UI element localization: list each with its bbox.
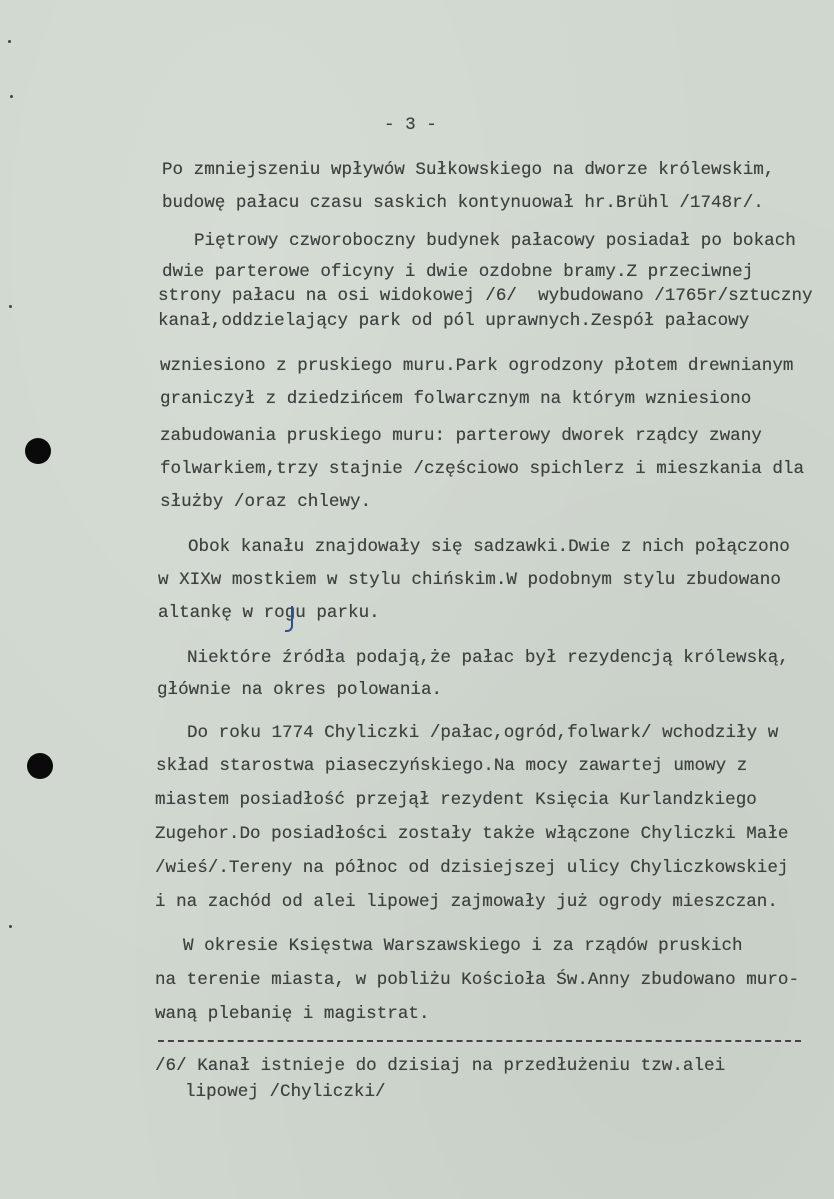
text-line: i na zachód od alei lipowej zajmowały już ogrody mieszczan.: [155, 892, 778, 912]
text-line: Obok kanału znajdowały się sadzawki.Dwie z nich połączono: [188, 537, 790, 557]
text-line: Po zmniejszeniu wpływów Sułkowskiego na dworze królewskim,: [162, 160, 775, 180]
paper-speck: [9, 925, 12, 928]
text-line: budowę pałacu czasu saskich kontynuował hr.Brühl /1748r/.: [162, 193, 764, 213]
text-line: graniczył z dziedzińcem folwarcznym na którym wzniesiono: [160, 389, 752, 409]
text-line: w XIXw mostkiem w stylu chińskim.W podobnym stylu zbudowano: [158, 570, 781, 590]
paper-speck: [8, 40, 11, 43]
text-line: Zugehor.Do posiadłości zostały także włączone Chyliczki Małe: [155, 824, 789, 844]
text-line: altankę w rogu parku.: [158, 603, 380, 623]
text-line: Do roku 1774 Chyliczki /pałac,ogród,folwark/ wchodziły w: [187, 723, 779, 743]
text-line: Niektóre źródła podają,że pałac był rezydencją królewską,: [187, 648, 789, 668]
text-line: na terenie miasta, w pobliżu Kościoła Św.Anny zbudowano muro-: [155, 970, 800, 990]
text-line: W okresie Księstwa Warszawskiego i za rządów pruskich: [183, 936, 743, 956]
handwritten-correction: [285, 606, 293, 632]
text-line: wzniesiono z pruskiego muru.Park ogrodzony płotem drewnianym: [160, 356, 794, 376]
text-line: miastem posiadłość przejął rezydent Księcia Kurlandzkiego: [155, 790, 757, 810]
punch-hole: [25, 438, 51, 464]
footnote-separator: [158, 1040, 801, 1042]
text-line: służby /oraz chlewy.: [160, 492, 372, 512]
footnote-line: /6/ Kanał istnieje do dzisiaj na przedłużeniu tzw.alei: [155, 1056, 726, 1076]
text-line: folwarkiem,trzy stajnie /częściowo spichlerz i mieszkania dla: [160, 459, 805, 479]
page-number: - 3 -: [384, 115, 437, 135]
paper-speck: [10, 95, 13, 98]
text-line: Piętrowy czworoboczny budynek pałacowy posiadał po bokach: [194, 231, 796, 251]
text-line: kanał,oddzielający park od pól uprawnych.Zespół pałacowy: [158, 311, 750, 331]
text-line: waną plebanię i magistrat.: [155, 1004, 430, 1024]
text-line: zabudowania pruskiego muru: parterowy dworek rządcy zwany: [160, 426, 762, 446]
text-line: /wieś/.Tereny na północ od dzisiejszej ulicy Chyliczkowskiej: [155, 858, 789, 878]
punch-hole: [27, 753, 53, 779]
text-line: skład starostwa piaseczyńskiego.Na mocy zawartej umowy z: [156, 756, 748, 776]
text-line: głównie na okres polowania.: [157, 680, 443, 700]
text-line: strony pałacu na osi widokowej /6/ wybudowano /1765r/sztuczny: [158, 286, 813, 306]
paper-speck: [9, 305, 12, 308]
footnote-line: lipowej /Chyliczki/: [185, 1082, 386, 1102]
text-line: dwie parterowe oficyny i dwie ozdobne bramy.Z przeciwnej: [162, 262, 754, 282]
